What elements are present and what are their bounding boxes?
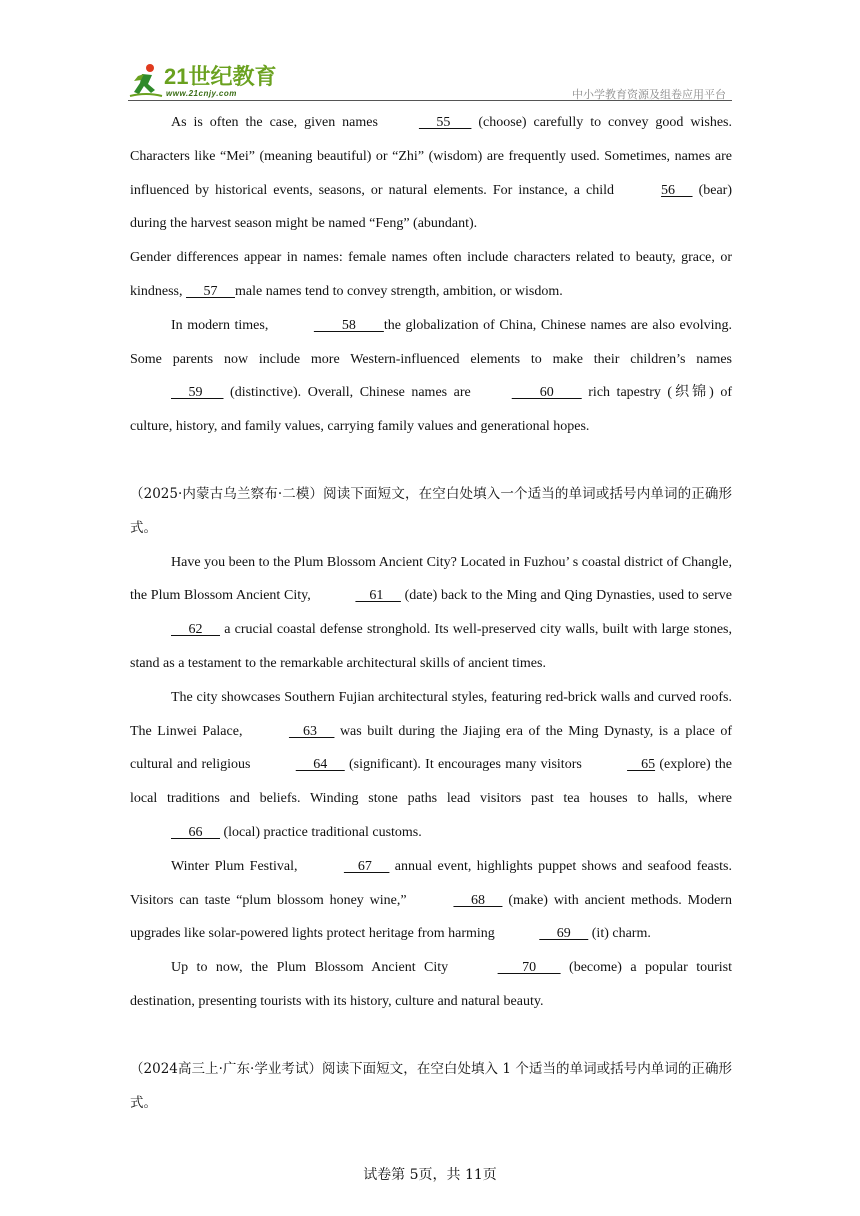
blank-56[interactable]: 56 bbox=[661, 182, 693, 198]
passage-paragraph bbox=[130, 951, 732, 1019]
logo bbox=[128, 62, 278, 102]
text-run: (significant). It encourages many visitors bbox=[344, 757, 587, 773]
blank-58[interactable]: 58 bbox=[313, 317, 384, 333]
blank-64[interactable]: 64 bbox=[295, 757, 345, 773]
text-run: (it) charm. bbox=[588, 926, 651, 942]
text-run: (distinctive). Overall, Chinese names are bbox=[223, 385, 471, 401]
blank-62[interactable]: 62 bbox=[171, 622, 220, 638]
blank-59[interactable]: 59 bbox=[171, 385, 224, 401]
text-run: As is often the case, given names bbox=[171, 115, 378, 130]
passage-paragraph bbox=[130, 241, 732, 309]
text-run: male names tend to convey strength, ambition, or wisdom. bbox=[235, 283, 563, 299]
text-run: was built during the Jiajing era of the Ming Dynasty, is a place of cultural and religious bbox=[130, 723, 733, 773]
text-run: Have you been to the Plum Blossom Ancient City? Located in Fuzhou’ s coastal district of Changle, the Plum Blossom Ancient City, bbox=[130, 554, 732, 604]
passage-paragraph bbox=[130, 106, 732, 241]
header-tagline: 中小学教育资源及组卷应用平台 bbox=[572, 88, 726, 101]
text-run: annual event, highlights puppet shows and seafood feasts. Visitors can taste “plum blossom honey wine,” bbox=[130, 858, 732, 908]
section-instruction: （2025·内蒙古乌兰察布·二模）阅读下面短文，在空白处填入一个适当的单词或括号内单词的正确形式。 bbox=[130, 485, 732, 536]
text-run: rich tapestry (织锦) of culture, history, and family values, carrying family values and generational hopes. bbox=[130, 385, 732, 435]
text-run: the globalization of China, Chinese names are also evolving. Some parents now include more Western-influenced elements to make their children’s names bbox=[130, 317, 732, 367]
blank-66[interactable]: 66 bbox=[171, 824, 220, 840]
blank-60[interactable]: 60 bbox=[511, 385, 582, 401]
section-instruction: （2024高三上·广东·学业考试）阅读下面短文，在空白处填入 1 个适当的单词或括号内单词的正确形式。 bbox=[130, 1060, 732, 1111]
page-footer: 试卷第 5页，共 11页 bbox=[363, 1167, 497, 1183]
blank-57[interactable]: 57 bbox=[186, 283, 235, 299]
text-run: Winter Plum Festival, bbox=[171, 858, 303, 874]
text-run: (make) with ancient methods. Modern upgrades like solar-powered lights protect heritage from harming bbox=[130, 892, 733, 942]
text-run: (choose) carefully to convey good wishes. Characters like “Mei” (meaning beautiful) or “Zhi” (wisdom) are frequently used. Sometimes, names are influenced by historical events, seasons, or natural elements. For instance, a child bbox=[130, 115, 732, 198]
blank-61[interactable]: 61 bbox=[355, 588, 401, 604]
runner-logo-icon bbox=[128, 62, 164, 102]
logo-name: 21世纪教育 bbox=[164, 64, 277, 89]
blank-68[interactable]: 68 bbox=[453, 892, 503, 908]
blank-69[interactable]: 69 bbox=[539, 926, 589, 942]
text-run: Up to now, the Plum Blossom Ancient City bbox=[171, 960, 457, 976]
text-run: In modern times, bbox=[171, 317, 273, 333]
text-run: The city showcases Southern Fujian architectural styles, featuring red-brick walls and curved roofs. The Linwei Palace, bbox=[130, 689, 732, 739]
passage-paragraph bbox=[130, 850, 732, 951]
blank-55[interactable]: 55 bbox=[418, 115, 472, 130]
page-header bbox=[128, 62, 732, 102]
blank-63[interactable]: 63 bbox=[288, 723, 335, 739]
text-run: (become) a popular tourist destination, presenting tourists with its history, culture and natural beauty. bbox=[130, 960, 732, 1009]
passage-paragraph bbox=[130, 546, 732, 681]
blank-70[interactable]: 70 bbox=[497, 960, 561, 976]
text-run: Gender differences appear in names: female names often include characters related to beauty, grace, or kindness, bbox=[130, 250, 732, 299]
text-run: (local) practice traditional customs. bbox=[220, 824, 422, 840]
text-run: (bear) during the harvest season might be named “Feng” (abundant). bbox=[130, 182, 732, 232]
header-divider bbox=[128, 100, 732, 101]
text-run: a crucial coastal defense stronghold. Its well-preserved city walls, built with large stones, stand as a testament to the remarkable architectural skills of ancient times. bbox=[130, 622, 732, 671]
blank-67[interactable]: 67 bbox=[343, 858, 390, 874]
text-run: (explore) the local traditions and beliefs. Winding stone paths lead visitors past tea houses to halls, where bbox=[130, 757, 732, 807]
blank-65[interactable]: 65 bbox=[627, 757, 656, 773]
passage-paragraph bbox=[130, 309, 732, 444]
text-run: (date) back to the Ming and Qing Dynasties, used to serve bbox=[400, 588, 732, 604]
section-gap bbox=[130, 1019, 732, 1053]
logo-url: www.21cnjy.com bbox=[166, 89, 237, 98]
document-body bbox=[130, 106, 732, 1120]
section-gap bbox=[130, 444, 732, 478]
passage-paragraph bbox=[130, 681, 732, 850]
